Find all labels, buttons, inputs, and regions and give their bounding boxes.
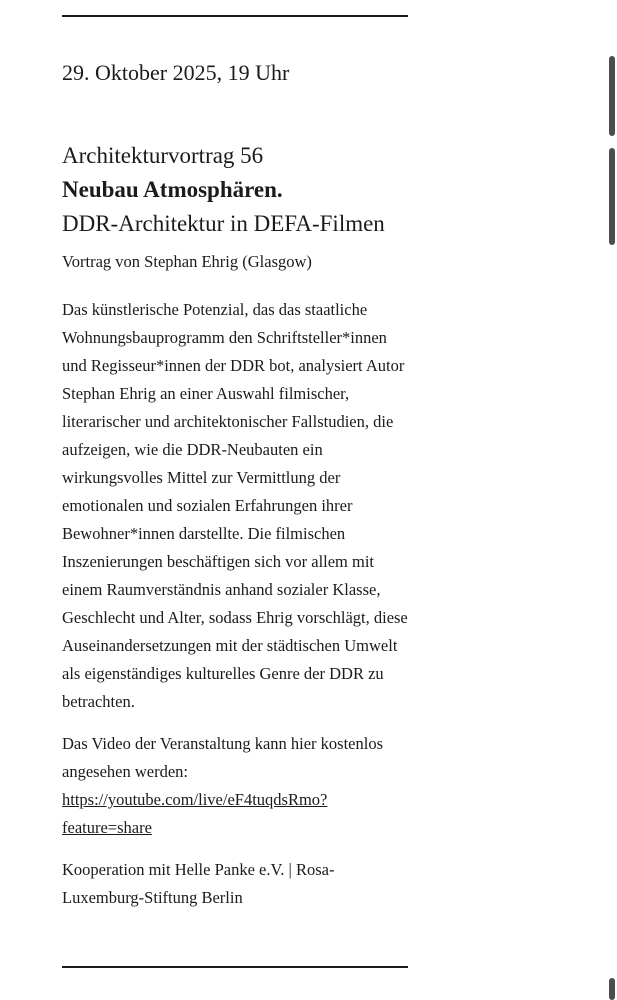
bottom-divider bbox=[62, 966, 408, 968]
scrollbar-thumb-upper[interactable] bbox=[609, 56, 615, 136]
event-heading bbox=[62, 139, 408, 241]
event-datetime: 29. Oktober 2025, 19 Uhr bbox=[62, 60, 290, 85]
article-content bbox=[62, 0, 408, 912]
cooperation-line: Kooperation mit Helle Panke e.V. | Rosa-Luxemburg-Stiftung Berlin bbox=[62, 860, 335, 907]
speaker-line: Vortrag von Stephan Ehrig (Glasgow) bbox=[62, 252, 312, 271]
scrollbar-thumb-bottom[interactable] bbox=[609, 978, 615, 1000]
video-paragraph bbox=[62, 730, 408, 842]
lecture-title: Neubau Atmosphären. bbox=[62, 177, 283, 202]
scrollbar-thumb-lower[interactable] bbox=[609, 148, 615, 245]
video-note-text: Das Video der Veranstaltung kann hier kostenlos angesehen werden: bbox=[62, 734, 384, 781]
description-paragraph: Das künstlerische Potenzial, das das staatliche Wohnungsbauprogramm den Schriftsteller*innen und Regisseur*innen der DDR bot, analysiert Autor Stephan Ehrig an einer Auswahl filmischer, literarischer und architektonischer Fallstudien, die aufzeigen, wie die DDR-Neubauten ein wirkungsvolles Mittel zur Vermittlung der emotionalen und sozialen Erfahrungen ihrer Bewohner*innen darstellte. Die filmischen Inszenierungen beschäftigen sich vor allem mit einem Raumverständnis anhand sozialer Klasse, Geschlecht und Alter, sodass Ehrig vorschlägt, diese Auseinandersetzungen mit der städtischen Umwelt als eigenständiges kulturelles Genre der DDR zu betrachten. bbox=[62, 300, 408, 711]
video-link[interactable]: https://youtube.com/live/eF4tuqdsRmo?feature=share bbox=[62, 790, 328, 837]
lecture-subtitle: DDR-Architektur in DEFA-Filmen bbox=[62, 211, 385, 236]
lecture-series-label: Architekturvortrag 56 bbox=[62, 143, 264, 168]
